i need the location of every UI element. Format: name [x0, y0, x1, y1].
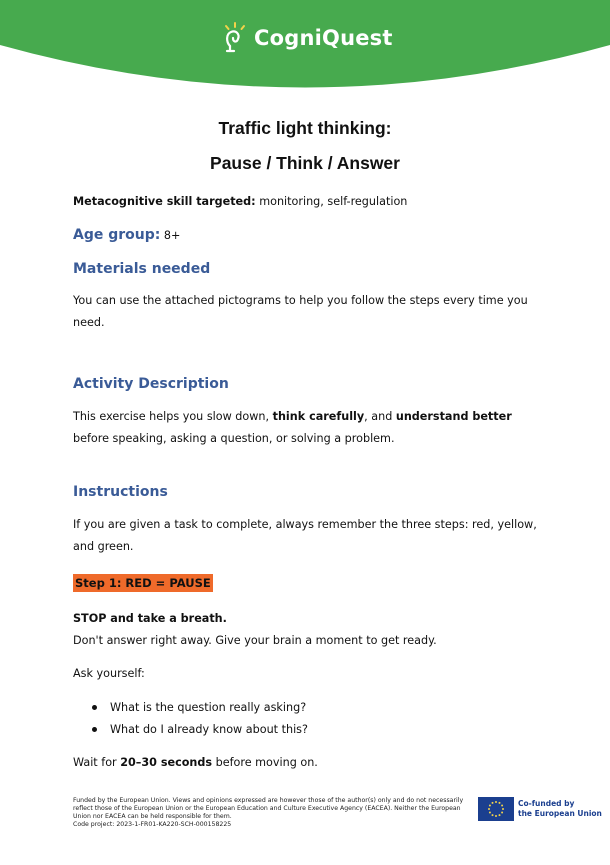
skill-line — [73, 191, 543, 213]
page-title: Traffic light thinking: — [218, 118, 392, 138]
age-label: Age group: — [73, 227, 161, 243]
eu-flag-icon — [478, 797, 514, 821]
age-line — [73, 224, 543, 247]
wait-post: before moving on. — [212, 756, 318, 769]
wait-text — [73, 752, 543, 774]
brand-name: CogniQuest — [254, 26, 393, 50]
instructions-text: If you are given a task to complete, always remember the three steps: red, yellow, and green. — [73, 518, 537, 553]
footer-disclaimer — [73, 797, 473, 829]
eu-line-1: Co-funded by — [518, 799, 575, 808]
activity-text — [73, 406, 543, 450]
eu-cofunded-label — [518, 799, 602, 819]
brand-logo — [222, 22, 393, 54]
ask-text: Ask yourself: — [73, 667, 145, 680]
list-item: What is the question really asking? — [92, 697, 308, 719]
activity-text-2: , and — [364, 410, 396, 423]
step-badge: Step 1: RED = PAUSE — [75, 576, 211, 590]
wait-pre: Wait for — [73, 756, 121, 769]
activity-text-3: before speaking, asking a question, or solving a problem. — [73, 432, 395, 445]
age-value: 8+ — [160, 229, 181, 242]
eu-line-2: the European Union — [518, 809, 602, 818]
activity-heading: Activity Description — [73, 376, 229, 392]
page-subtitle: Pause / Think / Answer — [210, 153, 400, 173]
materials-heading: Materials needed — [73, 261, 211, 277]
activity-text-1: This exercise helps you slow down, — [73, 410, 273, 423]
materials-text: You can use the attached pictograms to help you follow the steps every time you need. — [73, 294, 528, 329]
skill-label: Metacognitive skill targeted: — [73, 195, 256, 208]
project-code: Code project: 2023-1-FR01-KA220-SCH-000158225 — [73, 821, 232, 828]
lightbulb-icon — [222, 22, 248, 54]
instructions-heading: Instructions — [73, 484, 168, 500]
list-item: What do I already know about this? — [92, 719, 308, 741]
disclaimer-text: Funded by the European Union. Views and opinions expressed are however those of the author(s) only and do not necessarily reflect those of the European Union or the European Education and Culture Executive Agency (EACEA). Neither the European Union nor EACEA can be held responsible for them. — [73, 797, 464, 820]
wait-bold: 20–30 seconds — [120, 756, 213, 769]
dont-text: Don't answer right away. Give your brain a moment to get ready. — [73, 634, 437, 647]
stop-bold: STOP and take a breath. — [73, 612, 227, 625]
activity-bold-2: understand better — [395, 410, 512, 423]
activity-bold-1: think carefully — [272, 410, 365, 423]
skill-value: monitoring, self-regulation — [255, 195, 408, 208]
stop-text — [73, 608, 543, 630]
question-list — [92, 697, 308, 741]
